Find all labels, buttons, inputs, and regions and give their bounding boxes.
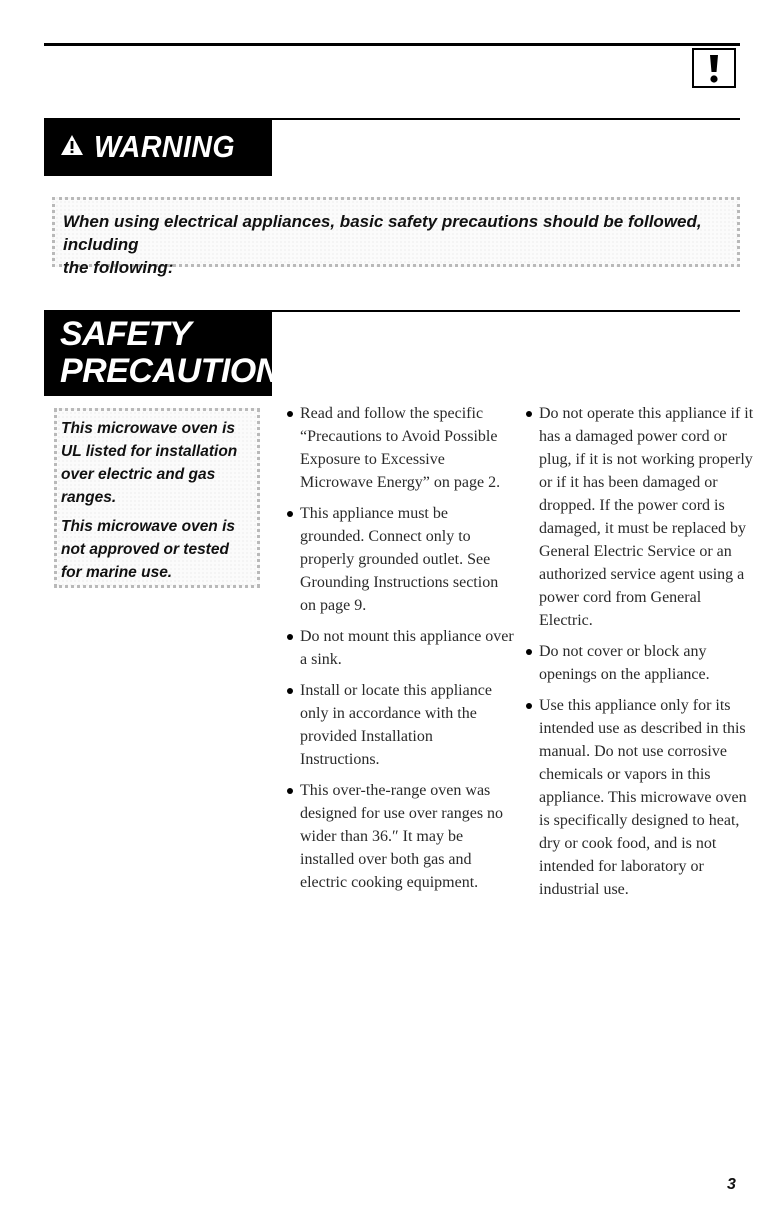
list-item: [523, 402, 755, 632]
bullet-icon: [526, 649, 532, 655]
list-item-text: Use this appliance only for its intended use as described in this manual. Do not use corrosive chemicals or vapors in this appliance. This microwave oven is specifically designed to heat, dry or cook food, and is not intended for laboratory or industrial use.: [539, 697, 747, 898]
safety-title-line-1: SAFETY: [60, 315, 192, 353]
safety-title-line-2: PRECAUTIONS: [60, 352, 302, 390]
page-number: 3: [727, 1176, 736, 1193]
warning-intro-box: [52, 197, 740, 277]
list-item-text: This appliance must be grounded. Connect only to properly grounded outlet. See Grounding Instructions section on page 9.: [300, 505, 499, 614]
warning-intro-line-1: When using electrical appliances, basic safety precautions should be followed, including: [63, 212, 702, 254]
ul-listing-notice: This microwave oven is UL listed for installation over electric and gas ranges.: [61, 420, 238, 506]
list-item-text: Read and follow the specific “Precautions to Avoid Possible Exposure to Excessive Microwave Energy” on page 2.: [300, 405, 501, 491]
bullet-icon: [287, 688, 293, 694]
precautions-column-2: [523, 402, 755, 909]
list-item: [284, 779, 516, 894]
marine-use-notice: This microwave oven is not approved or tested for marine use.: [61, 518, 236, 581]
safety-precautions-banner: [44, 310, 302, 396]
exclamation-icon: [692, 48, 736, 88]
bullet-icon: [287, 511, 293, 517]
bullet-icon: [526, 411, 532, 417]
warning-title: WARNING: [94, 129, 236, 164]
warning-triangle-icon: [60, 134, 84, 161]
list-item-text: Install or locate this appliance only in accordance with the provided Installation Instructions.: [300, 682, 492, 768]
precautions-column-1: [284, 402, 516, 902]
bullet-icon: [287, 411, 293, 417]
notice-box: [54, 408, 260, 588]
list-item: [284, 679, 516, 771]
warning-rule: [272, 118, 740, 120]
top-rule: [44, 43, 740, 46]
list-item-text: This over-the-range oven was designed for use over ranges no wider than 36.″ It may be installed over both gas and electric cooking equipment.: [300, 782, 504, 891]
warning-intro-line-2: the following:: [63, 258, 174, 277]
list-item: [284, 625, 516, 671]
list-item: [523, 640, 755, 686]
list-item-text: Do not mount this appliance over a sink.: [300, 628, 514, 668]
bullet-icon: [526, 703, 532, 709]
bullet-icon: [287, 788, 293, 794]
warning-banner: [44, 118, 272, 176]
list-item-text: Do not operate this appliance if it has a damaged power cord or plug, if it is not working properly or if it has been damaged or dropped. If the power cord is damaged, it must be replaced by General Electric Service or an authorized service agent using a power cord from General Electric.: [539, 405, 754, 629]
bullet-icon: [287, 634, 293, 640]
list-item: [523, 694, 755, 901]
safety-rule: [272, 310, 740, 312]
list-item: [284, 502, 516, 617]
list-item-text: Do not cover or block any openings on the appliance.: [539, 643, 710, 683]
list-item: [284, 402, 516, 494]
